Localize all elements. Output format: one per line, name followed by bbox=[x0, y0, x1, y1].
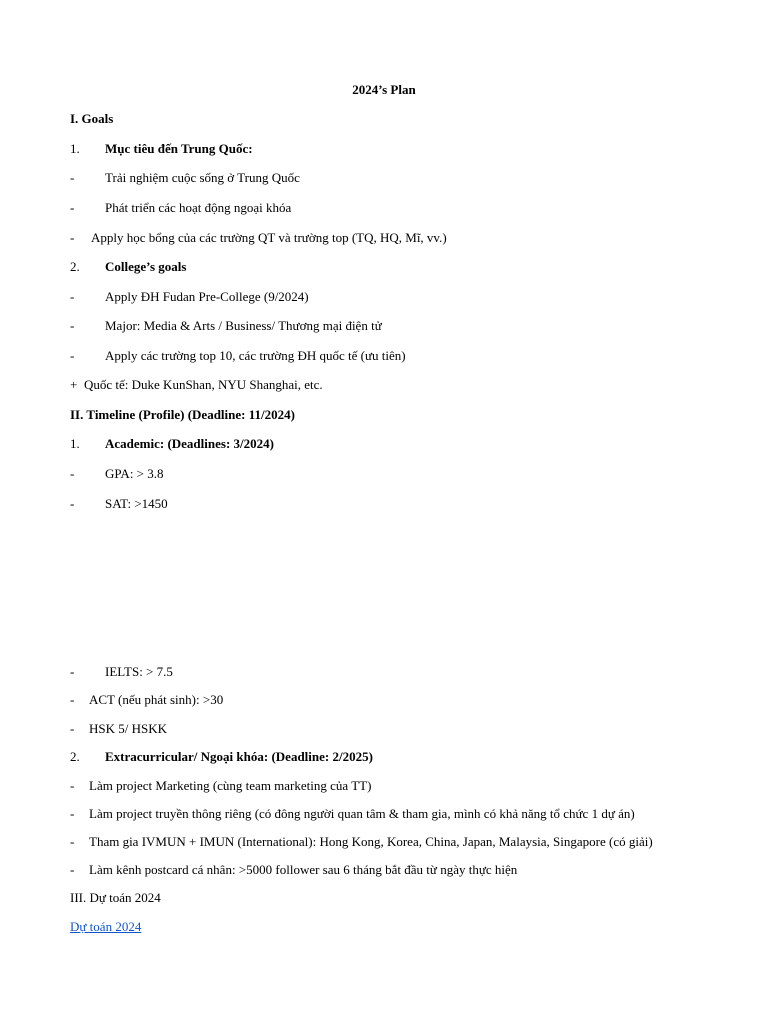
bullet-marker: - bbox=[70, 692, 75, 707]
list-item: Apply ĐH Fudan Pre-College (9/2024) bbox=[105, 289, 309, 304]
bullet-marker: - bbox=[70, 230, 75, 245]
bullet-marker: - bbox=[70, 806, 75, 821]
list-item: Major: Media & Arts / Business/ Thương mại điện tử bbox=[105, 318, 382, 333]
list-item: Apply các trường top 10, các trường ĐH quốc tế (ưu tiên) bbox=[105, 348, 406, 363]
subheading-extracurricular: Extracurricular/ Ngoại khóa: (Deadline: 2/2025) bbox=[105, 749, 373, 764]
bullet-marker: - bbox=[70, 664, 75, 679]
bullet-marker: - bbox=[70, 834, 75, 849]
list-item: GPA: > 3.8 bbox=[105, 466, 164, 481]
section-heading-goals: I. Goals bbox=[70, 111, 114, 126]
list-item: Trải nghiệm cuộc sống ở Trung Quốc bbox=[105, 170, 300, 185]
bullet-marker: - bbox=[70, 496, 75, 511]
section-heading-timeline: II. Timeline (Profile) (Deadline: 11/2024) bbox=[70, 407, 295, 422]
subheading-college-goals: College’s goals bbox=[105, 259, 187, 274]
list-item: ACT (nếu phát sinh): >30 bbox=[89, 692, 224, 707]
bullet-marker: - bbox=[70, 778, 75, 793]
list-number: 2. bbox=[70, 259, 80, 274]
subheading-academic: Academic: (Deadlines: 3/2024) bbox=[105, 436, 274, 451]
list-number: 1. bbox=[70, 436, 80, 451]
bullet-marker: - bbox=[70, 170, 75, 185]
list-item: Phát triển các hoạt động ngoại khóa bbox=[105, 200, 292, 215]
list-item: Làm project Marketing (cùng team marketing của TT) bbox=[89, 778, 372, 793]
plus-marker: + bbox=[70, 377, 78, 392]
list-item: Làm kênh postcard cá nhân: >5000 follower sau 6 tháng bắt đầu từ ngày thực hiện bbox=[89, 862, 518, 877]
list-item: SAT: >1450 bbox=[105, 496, 168, 511]
list-item: HSK 5/ HSKK bbox=[89, 721, 168, 736]
list-item: Làm project truyền thông riêng (có đông người quan tâm & tham gia, mình có khả năng tổ chức 1 dự án) bbox=[89, 806, 635, 821]
subheading-china-goals: Mục tiêu đến Trung Quốc: bbox=[105, 141, 253, 156]
section-heading-budget: III. Dự toán 2024 bbox=[70, 890, 161, 905]
bullet-marker: - bbox=[70, 200, 75, 215]
list-item: Quốc tế: Duke KunShan, NYU Shanghai, etc. bbox=[84, 377, 323, 392]
bullet-marker: - bbox=[70, 289, 75, 304]
list-number: 2. bbox=[70, 749, 80, 764]
bullet-marker: - bbox=[70, 318, 75, 333]
list-item: IELTS: > 7.5 bbox=[105, 664, 173, 679]
list-number: 1. bbox=[70, 141, 80, 156]
page-title: 2024’s Plan bbox=[352, 82, 416, 97]
bullet-marker: - bbox=[70, 862, 75, 877]
budget-link[interactable]: Dự toán 2024 bbox=[70, 919, 142, 934]
list-item: Apply học bổng của các trường QT và trường top (TQ, HQ, Mĩ, vv.) bbox=[91, 230, 447, 245]
bullet-marker: - bbox=[70, 466, 75, 481]
list-item: Tham gia IVMUN + IMUN (International): Hong Kong, Korea, China, Japan, Malaysia, Singapore (có giải) bbox=[89, 834, 653, 849]
bullet-marker: - bbox=[70, 721, 75, 736]
bullet-marker: - bbox=[70, 348, 75, 363]
